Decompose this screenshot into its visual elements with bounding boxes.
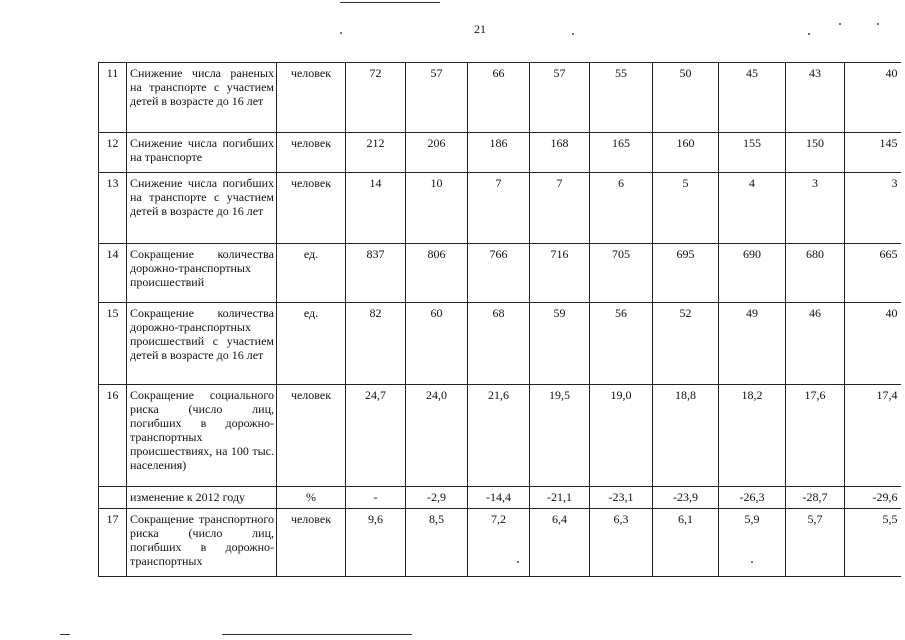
row-number: 11 — [99, 63, 127, 133]
value-cell: 5,9 — [719, 509, 786, 577]
value-cell: 6,1 — [653, 509, 719, 577]
value-cell: 56 — [590, 303, 653, 385]
indicator-name: Снижение числа погибших на транспорте — [127, 133, 277, 173]
value-cell: 150 — [786, 133, 845, 173]
unit-cell: человек — [277, 173, 346, 244]
table-row — [99, 173, 901, 244]
table-row — [99, 385, 901, 487]
value-cell: 6,4 — [530, 509, 590, 577]
row-number: 14 — [99, 244, 127, 303]
value-cell: 14 — [346, 173, 406, 244]
scan-artifact-dash-bottom — [60, 634, 70, 635]
scan-artifact-speck — [839, 23, 841, 25]
table-row — [99, 509, 901, 577]
value-cell: 46 — [786, 303, 845, 385]
value-cell: -21,1 — [530, 487, 590, 509]
scan-artifact-speck — [808, 33, 810, 35]
value-cell: 17,6 — [786, 385, 845, 487]
value-cell: 160 — [653, 133, 719, 173]
value-cell: 82 — [346, 303, 406, 385]
row-number: 15 — [99, 303, 127, 385]
value-cell: -23,9 — [653, 487, 719, 509]
row-number: 12 — [99, 133, 127, 173]
value-cell: -14,4 — [468, 487, 530, 509]
value-cell: 155 — [719, 133, 786, 173]
row-number: 16 — [99, 385, 127, 487]
row-number — [99, 487, 127, 509]
value-cell: 43 — [786, 63, 845, 133]
value-cell: 806 — [406, 244, 468, 303]
row-number: 13 — [99, 173, 127, 244]
value-cell: 72 — [346, 63, 406, 133]
value-cell: 837 — [346, 244, 406, 303]
indicator-name: Снижение числа погибших на транспорте с участием детей в возрасте до 16 лет — [127, 173, 277, 244]
unit-cell: ед. — [277, 303, 346, 385]
value-cell: 186 — [468, 133, 530, 173]
scan-artifact-line-bottom — [222, 634, 412, 635]
value-cell: 45 — [719, 63, 786, 133]
value-cell: 55 — [590, 63, 653, 133]
scan-artifact-speck — [572, 33, 574, 35]
page-number: 21 — [474, 22, 486, 36]
value-cell: 212 — [346, 133, 406, 173]
value-cell: 206 — [406, 133, 468, 173]
value-cell: 17,4 — [845, 385, 901, 487]
value-cell: 68 — [468, 303, 530, 385]
unit-cell: % — [277, 487, 346, 509]
value-cell: 18,2 — [719, 385, 786, 487]
value-cell: -23,1 — [590, 487, 653, 509]
unit-cell: человек — [277, 63, 346, 133]
table-row — [99, 133, 901, 173]
table-row — [99, 303, 901, 385]
indicator-name: Сокращение количества дорожно-транспортных происшествий с участием детей в возрасте до 16 лет — [127, 303, 277, 385]
value-cell: 3 — [786, 173, 845, 244]
value-cell: 49 — [719, 303, 786, 385]
value-cell: 57 — [406, 63, 468, 133]
value-cell: -2,9 — [406, 487, 468, 509]
unit-cell: ед. — [277, 244, 346, 303]
indicator-name: изменение к 2012 году — [127, 487, 277, 509]
value-cell: 5,7 — [786, 509, 845, 577]
value-cell: 19,5 — [530, 385, 590, 487]
value-cell: 24,7 — [346, 385, 406, 487]
unit-cell: человек — [277, 385, 346, 487]
value-cell: 7,2 — [468, 509, 530, 577]
scan-artifact-speck — [340, 32, 342, 34]
indicators-table — [98, 62, 901, 577]
value-cell: 5 — [653, 173, 719, 244]
value-cell: 50 — [653, 63, 719, 133]
unit-cell: человек — [277, 509, 346, 577]
unit-cell: человек — [277, 133, 346, 173]
value-cell: 4 — [719, 173, 786, 244]
value-cell: - — [346, 487, 406, 509]
value-cell: 10 — [406, 173, 468, 244]
value-cell: -28,7 — [786, 487, 845, 509]
value-cell: 690 — [719, 244, 786, 303]
value-cell: 7 — [468, 173, 530, 244]
value-cell: 705 — [590, 244, 653, 303]
table-body — [99, 63, 901, 577]
value-cell: 766 — [468, 244, 530, 303]
value-cell: 24,0 — [406, 385, 468, 487]
value-cell: 6 — [590, 173, 653, 244]
indicator-name: Сокращение транспортного риска (число лиц, погибших в дорожно-транспортных — [127, 509, 277, 577]
scan-artifact-line-top — [340, 2, 440, 3]
value-cell: 3 — [845, 173, 901, 244]
indicator-name: Сокращение социального риска (число лиц, погибших в дорожно-транспортных происшествиях, на 100 тыс. населения) — [127, 385, 277, 487]
value-cell: 8,5 — [406, 509, 468, 577]
value-cell: 60 — [406, 303, 468, 385]
indicator-name: Снижение числа раненых на транспорте с участием детей в возрасте до 16 лет — [127, 63, 277, 133]
value-cell: 59 — [530, 303, 590, 385]
value-cell: 5,5 — [845, 509, 901, 577]
row-number: 17 — [99, 509, 127, 577]
value-cell: 695 — [653, 244, 719, 303]
value-cell: -26,3 — [719, 487, 786, 509]
value-cell: 9,6 — [346, 509, 406, 577]
value-cell: 145 — [845, 133, 901, 173]
value-cell: 7 — [530, 173, 590, 244]
value-cell: 66 — [468, 63, 530, 133]
value-cell: 716 — [530, 244, 590, 303]
value-cell: 680 — [786, 244, 845, 303]
value-cell: 40 — [845, 63, 901, 133]
table-row — [99, 487, 901, 509]
value-cell: 21,6 — [468, 385, 530, 487]
value-cell: 6,3 — [590, 509, 653, 577]
value-cell: 168 — [530, 133, 590, 173]
value-cell: 18,8 — [653, 385, 719, 487]
scan-artifact-speck — [877, 23, 879, 25]
value-cell: 665 — [845, 244, 901, 303]
value-cell: 57 — [530, 63, 590, 133]
indicator-name: Сокращение количества дорожно-транспортных происшествий — [127, 244, 277, 303]
value-cell: 19,0 — [590, 385, 653, 487]
value-cell: 165 — [590, 133, 653, 173]
value-cell: 40 — [845, 303, 901, 385]
value-cell: 52 — [653, 303, 719, 385]
table-row — [99, 244, 901, 303]
table-row — [99, 63, 901, 133]
value-cell: -29,6 — [845, 487, 901, 509]
